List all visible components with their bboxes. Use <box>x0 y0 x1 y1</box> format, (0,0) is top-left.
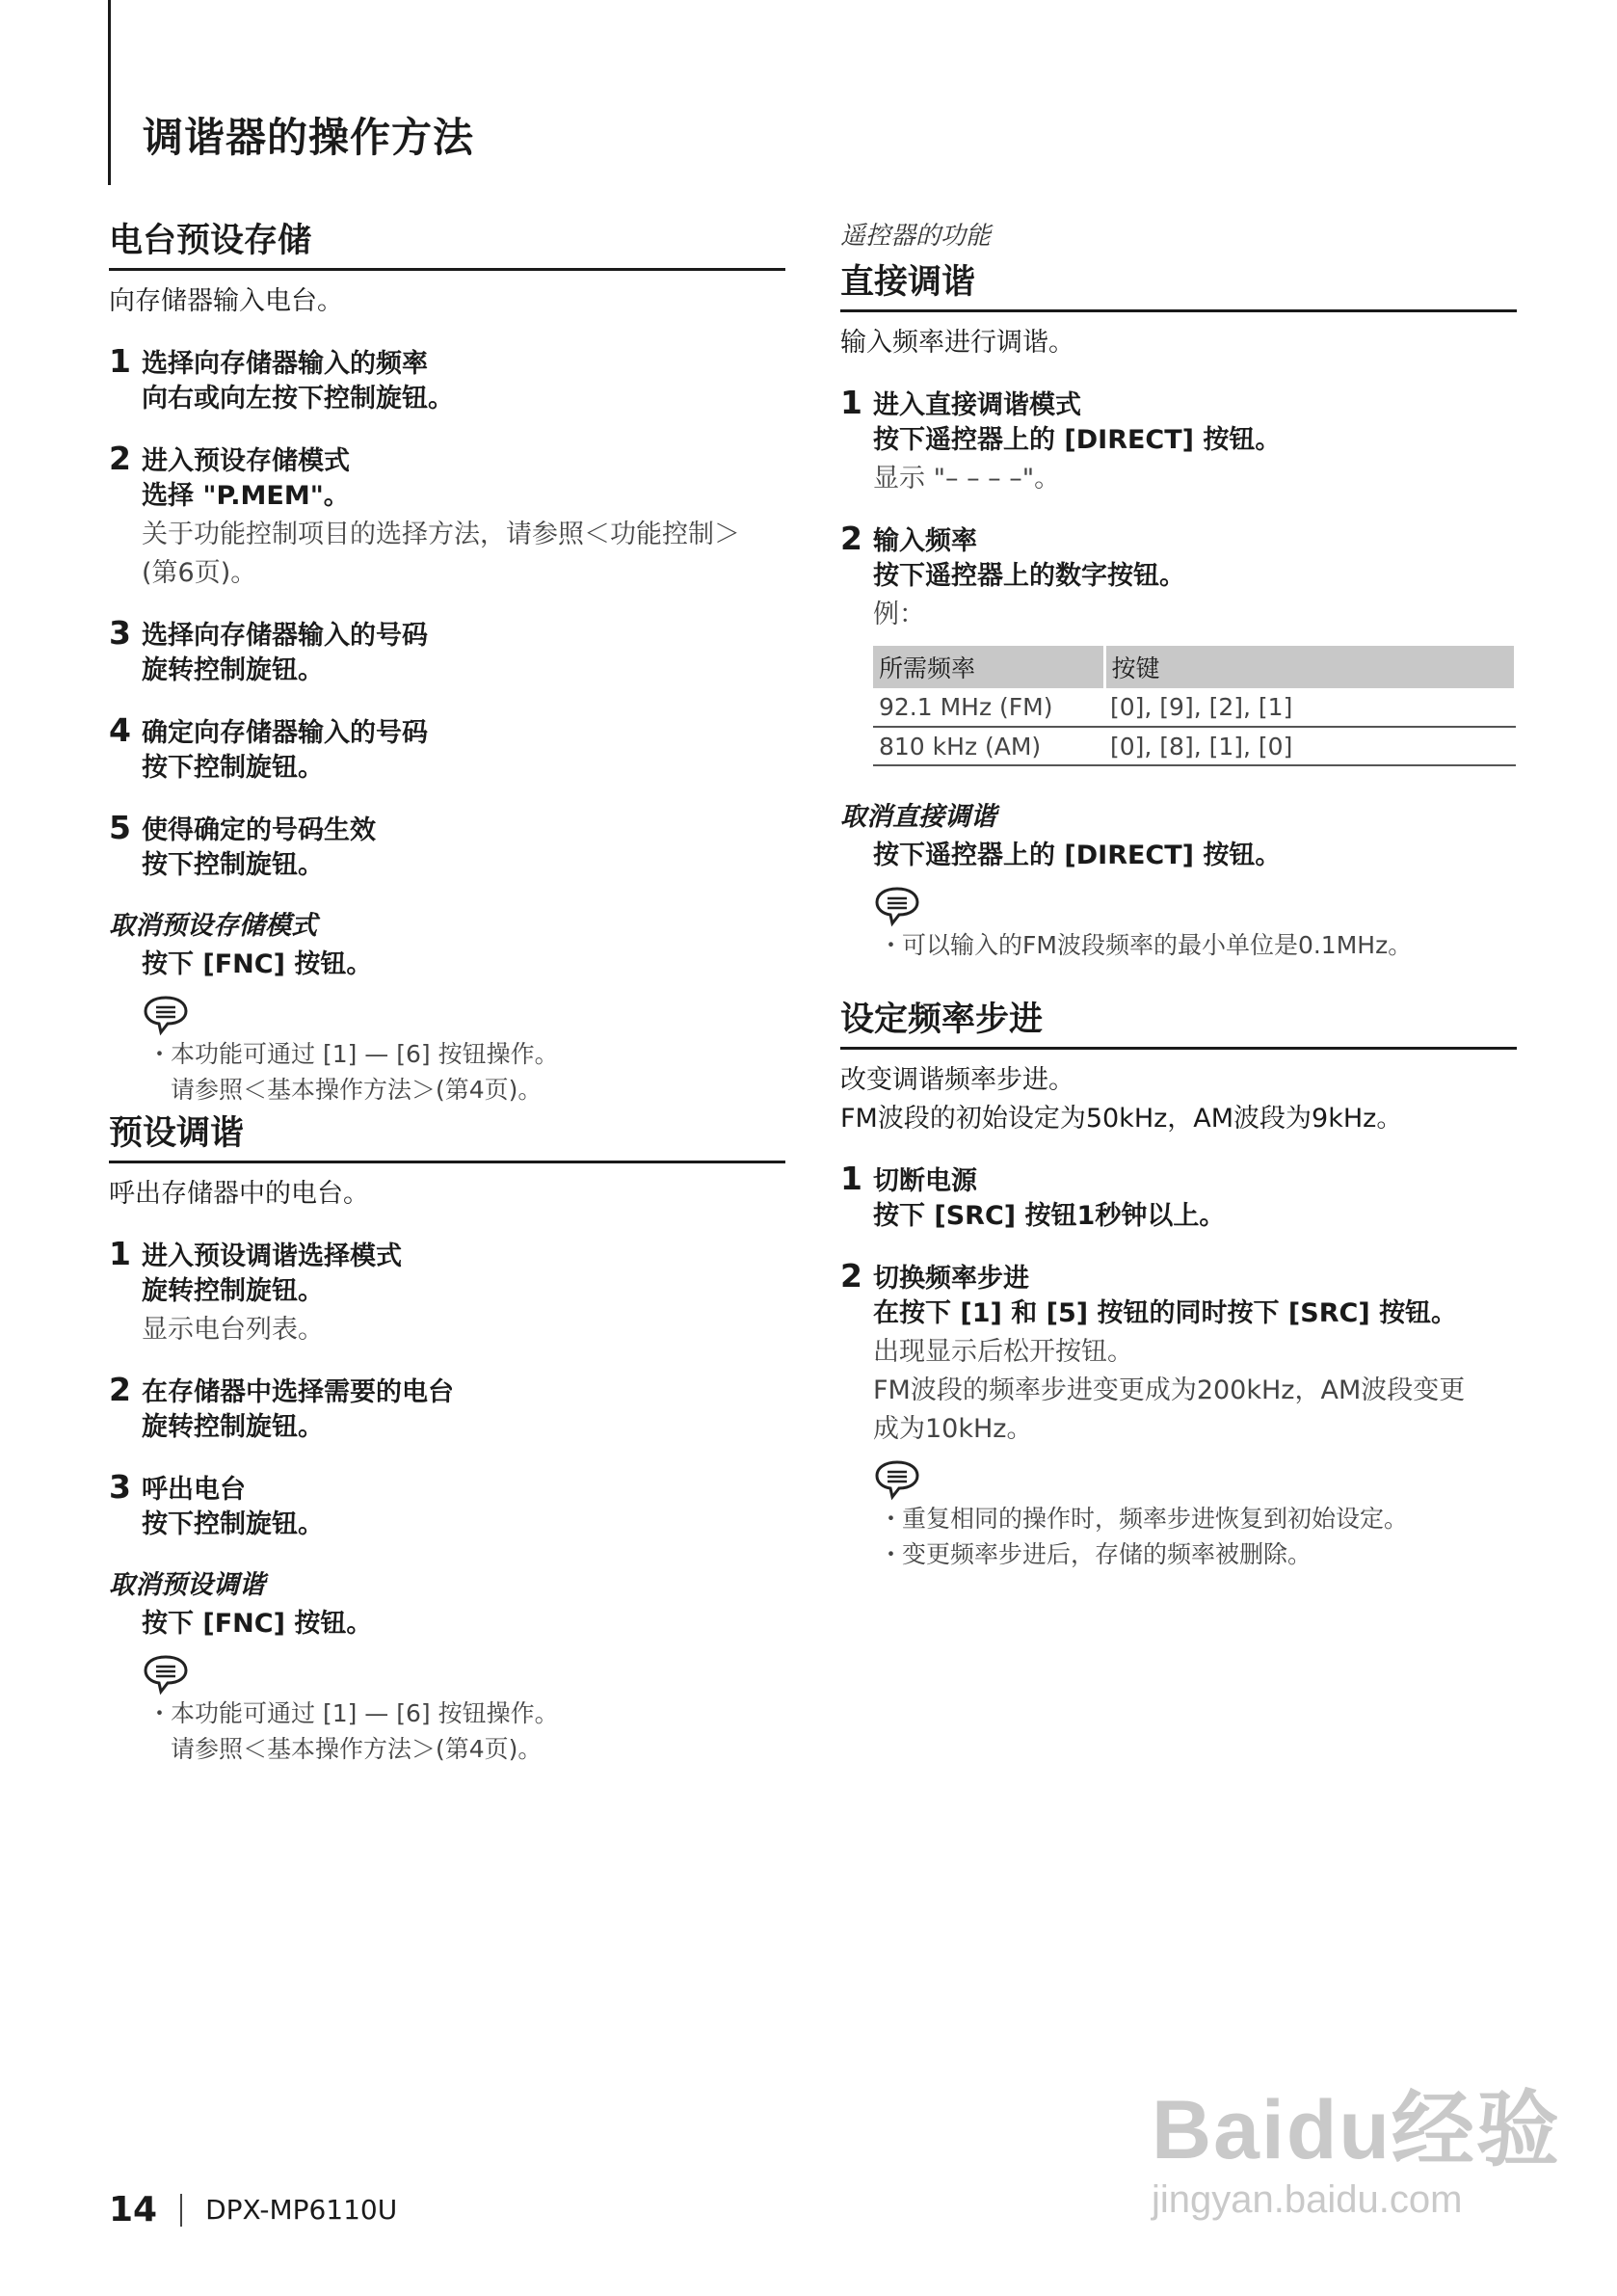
section-frequency-step <box>840 993 1517 1572</box>
step-2 <box>840 520 1517 634</box>
step-2 <box>109 1371 785 1447</box>
step-title: 进入直接调谐模式 <box>873 390 1081 420</box>
step-instruction: 按下控制旋钮。 <box>142 1509 324 1539</box>
step-2 <box>840 1257 1517 1449</box>
cancel-instruction: 按下 [FNC] 按钮。 <box>142 949 373 979</box>
table-cell: 92.1 MHz (FM) <box>873 688 1104 727</box>
step-number: 3 <box>109 614 131 652</box>
step-title: 切换频率步进 <box>873 1264 1029 1294</box>
note-line: 请参照＜基本操作方法＞(第4页)。 <box>171 1076 543 1104</box>
step-note: 关于功能控制项目的选择方法，请参照＜功能控制＞ <box>142 520 740 549</box>
table-header: 按键 <box>1104 646 1516 688</box>
step-2 <box>109 440 785 593</box>
page-title: 调谐器的操作方法 <box>143 114 475 161</box>
step-note: 例： <box>873 600 925 629</box>
step-title: 确定向存储器输入的号码 <box>142 718 428 748</box>
step-number: 2 <box>109 440 131 477</box>
note-line: 请参照＜基本操作方法＞(第4页)。 <box>171 1735 543 1763</box>
note-icon <box>142 1653 190 1695</box>
step-title: 输入频率 <box>873 526 977 556</box>
step-instruction: 按下控制旋钮。 <box>142 850 324 880</box>
watermark-url: jingyan.baidu.com <box>1152 2178 1463 2221</box>
step-title: 选择向存储器输入的号码 <box>142 621 428 651</box>
step-instruction: 按下遥控器上的数字按钮。 <box>873 561 1185 591</box>
note-line: ・ 重复相同的操作时，频率步进恢复到初始设定。 <box>879 1505 1409 1533</box>
step-number: 2 <box>840 520 862 557</box>
step-title: 呼出电台 <box>142 1475 246 1505</box>
section-intro: 呼出存储器中的电台。 <box>109 1179 369 1209</box>
section-direct-tuning <box>840 216 1517 963</box>
step-5 <box>109 809 785 885</box>
cancel-heading: 取消预设调谐 <box>109 1570 265 1600</box>
step-number: 3 <box>109 1468 131 1506</box>
table-row <box>873 727 1516 765</box>
section-preset-memory <box>109 214 785 1108</box>
section-intro: FM波段的初始设定为50kHz，AM波段为9kHz。 <box>840 1104 1403 1134</box>
step-note: (第6页)。 <box>142 558 257 588</box>
note-line: ・ 本功能可通过 [1] — [6] 按钮操作。 <box>147 1699 559 1727</box>
step-4 <box>109 711 785 788</box>
footer-divider <box>180 2194 182 2227</box>
step-title: 切断电源 <box>873 1166 977 1196</box>
step-instruction: 按下 [SRC] 按钮1秒钟以上。 <box>873 1201 1226 1231</box>
step-1 <box>840 1160 1517 1236</box>
section-intro: 改变调谐频率步进。 <box>840 1065 1074 1095</box>
model-name: DPX-MP6110U <box>205 2194 398 2226</box>
step-instruction: 旋转控制旋钮。 <box>142 1412 324 1442</box>
step-3 <box>109 1468 785 1544</box>
watermark-logo: Baidu经验 <box>1152 2084 1561 2176</box>
note-line: ・ 变更频率步进后，存储的频率被删除。 <box>879 1540 1312 1568</box>
note-icon <box>873 1458 921 1501</box>
section-intro: 向存储器输入电台。 <box>109 286 343 316</box>
section-title: 设定频率步进 <box>840 993 1517 1050</box>
cancel-instruction: 按下遥控器上的 [DIRECT] 按钮。 <box>873 841 1282 870</box>
step-note: FM波段的频率步进变更成为200kHz，AM波段变更 <box>873 1375 1466 1405</box>
note-icon <box>873 885 921 927</box>
note-line: ・ 本功能可通过 [1] — [6] 按钮操作。 <box>147 1040 559 1068</box>
page-edge-bar <box>108 0 111 185</box>
page-footer <box>109 2190 397 2229</box>
step-instruction: 按下遥控器上的 [DIRECT] 按钮。 <box>873 425 1282 455</box>
step-1 <box>840 384 1517 498</box>
step-instruction: 向右或向左按下控制旋钮。 <box>142 384 454 414</box>
frequency-table <box>873 646 1517 766</box>
cancel-instruction: 按下 [FNC] 按钮。 <box>142 1609 373 1639</box>
step-1 <box>109 1235 785 1349</box>
step-title: 在存储器中选择需要的电台 <box>142 1377 454 1407</box>
watermark <box>1152 2063 1561 2222</box>
table-cell: [0], [8], [1], [0] <box>1104 727 1516 765</box>
section-title: 预设调谐 <box>109 1107 785 1163</box>
page-number: 14 <box>109 2190 158 2229</box>
step-number: 1 <box>840 1160 862 1197</box>
step-instruction: 旋转控制旋钮。 <box>142 655 324 685</box>
step-note: 成为10kHz。 <box>873 1414 1033 1444</box>
cancel-heading: 取消直接调谐 <box>840 802 996 832</box>
step-number: 2 <box>840 1257 862 1295</box>
step-instruction: 按下控制旋钮。 <box>142 753 324 783</box>
step-title: 进入预设存储模式 <box>142 446 350 476</box>
step-note: 显示 "– – – –"。 <box>873 464 1061 494</box>
step-number: 1 <box>109 1235 131 1272</box>
section-title: 直接调谐 <box>840 255 1517 312</box>
table-cell: [0], [9], [2], [1] <box>1104 688 1516 727</box>
section-title: 电台预设存储 <box>109 214 785 271</box>
step-number: 2 <box>109 1371 131 1408</box>
section-preset-tuning <box>109 1107 785 1767</box>
step-instruction: 在按下 [1] 和 [5] 按钮的同时按下 [SRC] 按钮。 <box>873 1298 1458 1328</box>
step-1 <box>109 342 785 418</box>
step-title: 进入预设调谐选择模式 <box>142 1241 402 1271</box>
section-label: 遥控器的功能 <box>840 222 992 251</box>
step-number: 1 <box>109 342 131 380</box>
step-3 <box>109 614 785 690</box>
table-header-row <box>873 646 1516 688</box>
section-intro: 输入频率进行调谐。 <box>840 328 1074 358</box>
cancel-heading: 取消预设存储模式 <box>109 911 317 941</box>
step-instruction: 选择 "P.MEM"。 <box>142 481 350 511</box>
step-note: 出现显示后松开按钮。 <box>873 1337 1133 1367</box>
step-number: 4 <box>109 711 131 749</box>
table-header: 所需频率 <box>873 646 1104 688</box>
note-line: ・ 可以输入的FM波段频率的最小单位是0.1MHz。 <box>879 931 1413 959</box>
step-number: 5 <box>109 809 131 846</box>
step-title: 使得确定的号码生效 <box>142 815 376 845</box>
note-icon <box>142 994 190 1036</box>
table-cell: 810 kHz (AM) <box>873 727 1104 765</box>
step-instruction: 旋转控制旋钮。 <box>142 1276 324 1306</box>
table-row <box>873 688 1516 727</box>
step-number: 1 <box>840 384 862 421</box>
step-title: 选择向存储器输入的频率 <box>142 349 428 379</box>
step-note: 显示电台列表。 <box>142 1315 324 1345</box>
